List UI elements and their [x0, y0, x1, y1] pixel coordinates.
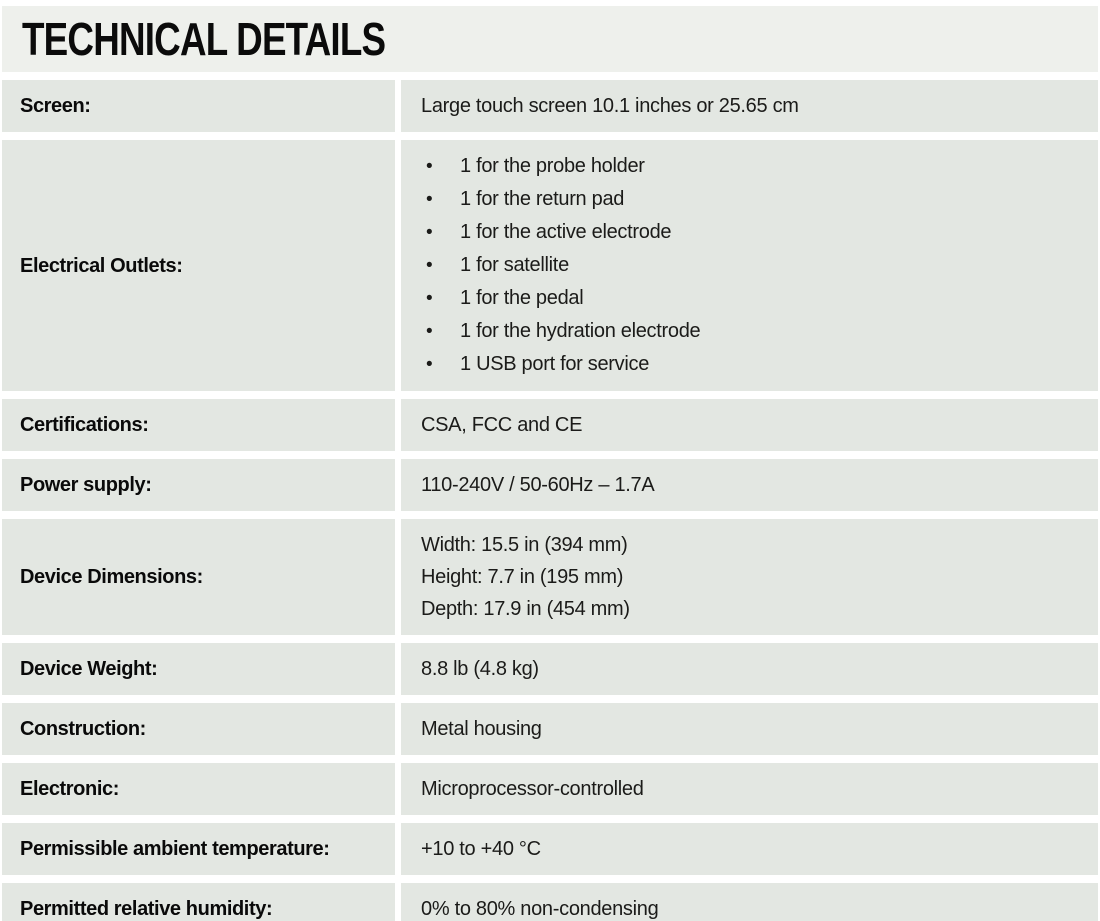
bullet-icon: •: [426, 156, 433, 177]
spec-label-cell: [2, 703, 395, 755]
spec-label-cell: [2, 519, 395, 635]
spec-label-cell: [2, 80, 395, 132]
bullet-icon: •: [426, 354, 433, 375]
spec-value-cell: [401, 519, 1098, 635]
spec-value-cell: [401, 823, 1098, 875]
bullet-text: 1 for satellite: [460, 254, 569, 276]
spec-label: Device Dimensions:: [20, 566, 203, 588]
spec-row-electrical-outlets: [2, 140, 1098, 391]
spec-label: Certifications:: [20, 414, 149, 436]
spec-label: Electrical Outlets:: [20, 254, 183, 277]
bullet-list: [421, 150, 700, 381]
spec-row-device-weight: [2, 643, 1098, 695]
bullet-text: 1 for the hydration electrode: [460, 320, 701, 342]
bullet-text: 1 for the probe holder: [460, 155, 645, 177]
list-item: [421, 216, 700, 249]
list-item: [421, 249, 700, 282]
spec-value: Microprocessor-controlled: [421, 778, 644, 800]
list-item: [421, 183, 700, 216]
spec-value-cell: [401, 763, 1098, 815]
spec-value-lines: [421, 529, 630, 625]
spec-value-cell: [401, 399, 1098, 451]
spec-label-cell: [2, 883, 395, 921]
spec-row-device-dimensions: [2, 519, 1098, 635]
spec-row-ambient-temperature: [2, 823, 1098, 875]
spec-value-cell: [401, 459, 1098, 511]
spec-value-cell: [401, 140, 1098, 391]
bullet-icon: •: [426, 189, 433, 210]
spec-value-cell: [401, 80, 1098, 132]
spec-value: +10 to +40 °C: [421, 838, 541, 860]
spec-label: Permissible ambient temperature:: [20, 838, 330, 860]
spec-value: 8.8 lb (4.8 kg): [421, 658, 539, 680]
spec-row-relative-humidity: [2, 883, 1098, 921]
spec-label-cell: [2, 140, 395, 391]
spec-value: 110-240V / 50-60Hz – 1.7A: [421, 474, 655, 496]
spec-row-power-supply: [2, 459, 1098, 511]
bullet-icon: •: [426, 288, 433, 309]
bullet-text: 1 for the return pad: [460, 188, 625, 210]
spec-value-cell: [401, 883, 1098, 921]
spec-value-cell: [401, 643, 1098, 695]
spec-label-cell: [2, 399, 395, 451]
spec-row-construction: [2, 703, 1098, 755]
bullet-text: 1 for the active electrode: [460, 221, 672, 243]
spec-label: Permitted relative humidity:: [20, 898, 273, 920]
spec-label: Device Weight:: [20, 658, 158, 680]
spec-table: [2, 80, 1098, 921]
dimension-line-height: Height: 7.7 in (195 mm): [421, 566, 624, 588]
list-item: [421, 282, 700, 315]
spec-label-cell: [2, 823, 395, 875]
spec-label-cell: [2, 459, 395, 511]
bullet-icon: •: [426, 255, 433, 276]
spec-row-electronic: [2, 763, 1098, 815]
spec-value: CSA, FCC and CE: [421, 414, 583, 436]
dimension-line-depth: Depth: 17.9 in (454 mm): [421, 598, 630, 620]
spec-label-cell: [2, 643, 395, 695]
spec-label: Power supply:: [20, 474, 152, 496]
spec-value: Large touch screen 10.1 inches or 25.65 cm: [421, 95, 799, 117]
bullet-icon: •: [426, 222, 433, 243]
spec-row-screen: [2, 80, 1098, 132]
spec-value: Metal housing: [421, 718, 542, 740]
spec-label: Screen:: [20, 95, 91, 117]
list-item: [421, 315, 700, 348]
spec-label: Construction:: [20, 718, 146, 740]
list-item: [421, 348, 700, 381]
page-title: TECHNICAL DETAILS: [22, 13, 386, 65]
bullet-text: 1 for the pedal: [460, 287, 584, 309]
spec-value: 0% to 80% non-condensing: [421, 898, 659, 920]
bullet-text: 1 USB port for service: [460, 353, 650, 375]
bullet-icon: •: [426, 321, 433, 342]
title-band: [2, 6, 1098, 72]
spec-label: Electronic:: [20, 778, 119, 800]
spec-value-cell: [401, 703, 1098, 755]
spec-label-cell: [2, 763, 395, 815]
dimension-line-width: Width: 15.5 in (394 mm): [421, 534, 628, 556]
spec-row-certifications: [2, 399, 1098, 451]
list-item: [421, 150, 700, 183]
